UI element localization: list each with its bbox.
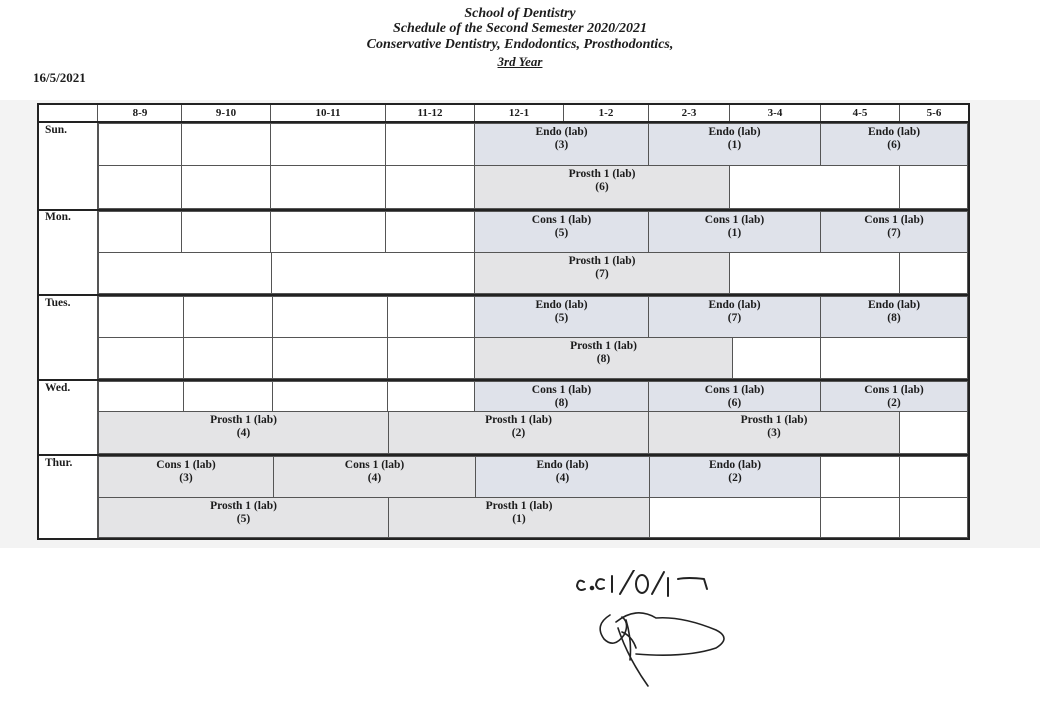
session-label: Cons 1 (lab) [344, 459, 405, 471]
slot-4-5: 4-5 [852, 107, 868, 119]
empty-slot [181, 211, 271, 253]
departments-title: Conservative Dentistry, Endodontics, Prosthodontics, [366, 37, 674, 52]
handwritten-signature [570, 570, 750, 700]
slot-5-6: 5-6 [926, 107, 942, 119]
empty-slot [98, 252, 272, 294]
session-group: (2) [887, 397, 901, 409]
signature-scrawl [600, 613, 724, 686]
session-cell [475, 456, 650, 498]
empty-slot [271, 252, 475, 294]
session-label: Prosth 1 (lab) [570, 340, 637, 352]
empty-slot [820, 497, 900, 538]
slot-11-12: 11-12 [417, 107, 443, 119]
slot-10-11: 10-11 [315, 107, 341, 119]
grid-line [820, 105, 821, 121]
session-label: Prosth 1 (lab) [210, 500, 277, 512]
session-label: Endo (lab) [536, 459, 589, 471]
session-label: Endo (lab) [708, 126, 761, 138]
empty-slot [649, 497, 821, 538]
session-group: (1) [727, 139, 742, 151]
session-group: (6) [887, 139, 901, 151]
session-label: Cons 1 (lab) [704, 384, 765, 396]
session-group: (3) [554, 139, 569, 151]
session-cell [820, 123, 968, 166]
session-cell [820, 381, 968, 412]
slot-1-2: 1-2 [598, 107, 614, 119]
session-group: (3) [767, 427, 781, 439]
school-title: School of Dentistry [464, 6, 576, 21]
session-label: Prosth 1 (lab) [568, 168, 636, 180]
session-cell [648, 211, 821, 253]
empty-slot [899, 411, 968, 454]
session-cell [474, 381, 649, 412]
schedule-table [37, 103, 970, 540]
slot-3-4: 3-4 [767, 107, 783, 119]
empty-slot [387, 337, 475, 379]
session-group: (1) [512, 513, 526, 525]
empty-slot [732, 337, 821, 379]
day-thursday: Thur. [45, 457, 73, 469]
empty-slot [98, 165, 182, 209]
session-label: Endo (lab) [708, 459, 762, 471]
session-label: Cons 1 (lab) [531, 384, 592, 396]
empty-slot [820, 456, 900, 498]
session-label: Endo (lab) [535, 126, 588, 138]
empty-slot [98, 211, 182, 253]
session-label: Endo (lab) [708, 299, 761, 311]
empty-slot [385, 165, 475, 209]
day-sunday: Sun. [45, 124, 68, 136]
empty-slot [899, 165, 968, 209]
empty-slot [98, 337, 184, 379]
empty-slot [98, 381, 184, 412]
session-group: (7) [727, 312, 742, 324]
session-group: (4) [236, 427, 251, 439]
empty-slot [270, 211, 386, 253]
grid-line [899, 105, 900, 121]
session-group: (8) [554, 397, 569, 409]
day-wednesday: Wed. [45, 382, 71, 394]
session-cell [273, 456, 476, 498]
empty-slot [272, 296, 388, 338]
session-cell [98, 456, 274, 498]
empty-slot [729, 252, 900, 294]
day-tuesday: Tues. [45, 297, 71, 309]
empty-slot [183, 337, 273, 379]
session-group: (8) [596, 353, 611, 365]
session-cell [820, 296, 968, 338]
session-label: Cons 1 (lab) [531, 214, 592, 226]
session-label: Endo (lab) [867, 299, 921, 311]
session-cell [98, 411, 389, 454]
grid-line [385, 105, 386, 121]
day-monday: Mon. [45, 211, 71, 223]
session-cell [388, 497, 650, 538]
session-cell [474, 123, 649, 166]
grid-line [563, 105, 564, 121]
empty-slot [820, 337, 968, 379]
session-group: (1) [727, 227, 742, 239]
document-date: 16/5/2021 [33, 70, 86, 85]
empty-slot [270, 165, 386, 209]
session-group: (4) [555, 472, 570, 484]
session-cell [648, 381, 821, 412]
session-cell [388, 411, 649, 454]
grid-line [181, 105, 182, 121]
empty-slot [270, 123, 386, 166]
grid-line [474, 105, 475, 121]
session-label: Prosth 1 (lab) [210, 414, 277, 426]
empty-slot [387, 381, 475, 412]
empty-slot [385, 123, 475, 166]
session-label: Prosth 1 (lab) [568, 255, 636, 267]
empty-slot [98, 296, 184, 338]
session-cell [648, 123, 821, 166]
session-cell [648, 296, 821, 338]
session-label: Cons 1 (lab) [704, 214, 765, 226]
slot-2-3: 2-3 [681, 107, 697, 119]
handwritten-date [577, 570, 707, 596]
session-cell [820, 211, 968, 253]
empty-slot [98, 123, 182, 166]
empty-slot [899, 456, 968, 498]
slot-8-9: 8-9 [132, 107, 148, 119]
session-cell [474, 165, 730, 209]
session-group: (7) [595, 268, 609, 280]
session-group: (3) [179, 472, 193, 484]
session-group: (6) [595, 181, 609, 193]
session-group: (5) [554, 312, 569, 324]
empty-slot [181, 165, 271, 209]
session-label: Prosth 1 (lab) [485, 414, 552, 426]
grid-line [270, 105, 271, 121]
session-group: (2) [728, 472, 742, 484]
empty-slot [272, 337, 388, 379]
session-label: Prosth 1 (lab) [740, 414, 808, 426]
session-label: Cons 1 (lab) [864, 384, 924, 396]
session-group: (5) [554, 227, 569, 239]
slot-9-10: 9-10 [215, 107, 237, 119]
session-cell [649, 456, 821, 498]
session-cell [98, 497, 389, 538]
empty-slot [387, 296, 475, 338]
session-label: Cons 1 (lab) [864, 214, 924, 226]
empty-slot [272, 381, 388, 412]
grid-line [648, 105, 649, 121]
slot-12-1: 12-1 [508, 107, 530, 119]
empty-slot [729, 165, 900, 209]
schedule-title: Schedule of the Second Semester 2020/2021 [393, 21, 647, 36]
empty-slot [183, 381, 273, 412]
session-cell [474, 337, 733, 379]
empty-slot [183, 296, 273, 338]
session-label: Prosth 1 (lab) [485, 500, 553, 512]
session-label: Cons 1 (lab) [156, 459, 216, 471]
session-group: (6) [727, 397, 742, 409]
empty-slot [385, 211, 475, 253]
session-group: (5) [236, 513, 251, 525]
empty-slot [899, 497, 968, 538]
session-label: Endo (lab) [535, 299, 588, 311]
empty-slot [181, 123, 271, 166]
session-group: (8) [887, 312, 901, 324]
year-title: 3rd Year [497, 54, 543, 69]
session-group: (7) [887, 227, 901, 239]
session-cell [648, 411, 900, 454]
session-cell [474, 252, 730, 294]
session-group: (2) [511, 427, 526, 439]
session-group: (4) [367, 472, 382, 484]
session-cell [474, 296, 649, 338]
empty-slot [899, 252, 968, 294]
session-label: Endo (lab) [867, 126, 921, 138]
grid-line [729, 105, 730, 121]
session-cell [474, 211, 649, 253]
